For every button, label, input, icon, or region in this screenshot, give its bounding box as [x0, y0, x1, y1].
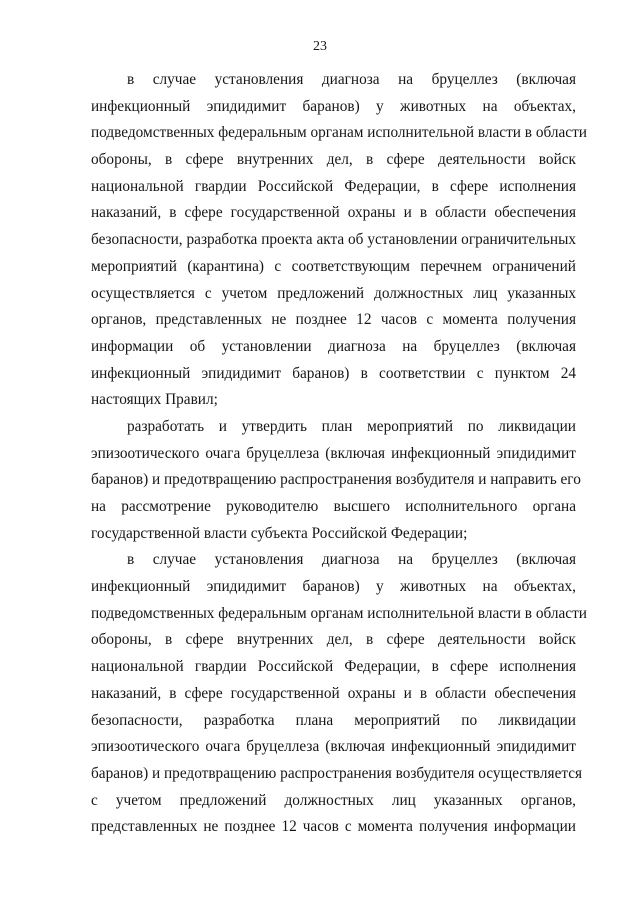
text-line: эпизоотического очага бруцеллеза (включая инфекционный эпидидимит	[91, 738, 576, 756]
text-line: обороны, в сфере внутренних дел, в сфере деятельности войск	[91, 151, 576, 169]
text-line: инфекционный эпидидимит баранов) в соответствии с пунктом 24	[91, 364, 576, 382]
text-line: подведомственных федеральным органам исполнительной власти в области	[91, 124, 587, 142]
text-line: в случае установления диагноза на бруцеллез (включая	[127, 551, 576, 569]
document-body	[91, 67, 587, 841]
text-line: обороны, в сфере внутренних дел, в сфере деятельности войск	[91, 631, 576, 649]
text-line: национальной гвардии Российской Федерации, в сфере исполнения	[91, 658, 576, 676]
text-line: национальной гвардии Российской Федерации, в сфере исполнения	[91, 177, 576, 195]
text-line: информации об установлении диагноза на бруцеллез (включая	[91, 337, 576, 355]
text-line: органов, представленных не позднее 12 часов с момента получения	[91, 311, 576, 329]
paragraph-3	[91, 547, 587, 841]
text-line: безопасности, разработка проекта акта об установлении ограничительных	[91, 231, 576, 249]
paragraph-1	[91, 67, 587, 414]
text-line: баранов) и предотвращению распространения возбудителя и направить его	[91, 471, 581, 489]
text-line: наказаний, в сфере государственной охраны и в области обеспечения	[91, 204, 576, 222]
text-line: мероприятий (карантина) с соответствующим перечнем ограничений	[91, 257, 576, 275]
text-line: инфекционный эпидидимит баранов) у животных на объектах,	[91, 578, 576, 596]
text-line: настоящих Правил;	[91, 391, 218, 409]
text-line: разработать и утвердить план мероприятий по ликвидации	[127, 417, 576, 435]
text-line: баранов) и предотвращению распространения возбудителя осуществляется	[91, 764, 583, 782]
text-line: наказаний, в сфере государственной охраны и в области обеспечения	[91, 684, 576, 702]
paragraph-2	[91, 414, 581, 547]
text-line: на рассмотрение руководителю высшего исполнительного органа	[91, 498, 576, 515]
text-line: осуществляется с учетом предложений должностных лиц указанных	[91, 284, 576, 302]
text-line: безопасности, разработка плана мероприятий по ликвидации	[91, 711, 576, 729]
page-number: 23	[313, 39, 327, 54]
text-line: государственной власти субъекта Российской Федерации;	[91, 524, 468, 542]
text-line: с учетом предложений должностных лиц указанных органов,	[91, 791, 576, 809]
text-line: в случае установления диагноза на бруцеллез (включая	[127, 71, 576, 88]
text-line: инфекционный эпидидимит баранов) у животных на объектах,	[91, 97, 576, 115]
text-line: эпизоотического очага бруцеллеза (включая инфекционный эпидидимит	[91, 444, 576, 462]
text-line: представленных не позднее 12 часов с момента получения информации	[91, 818, 576, 836]
text-line: подведомственных федеральным органам исполнительной власти в области	[91, 604, 587, 622]
